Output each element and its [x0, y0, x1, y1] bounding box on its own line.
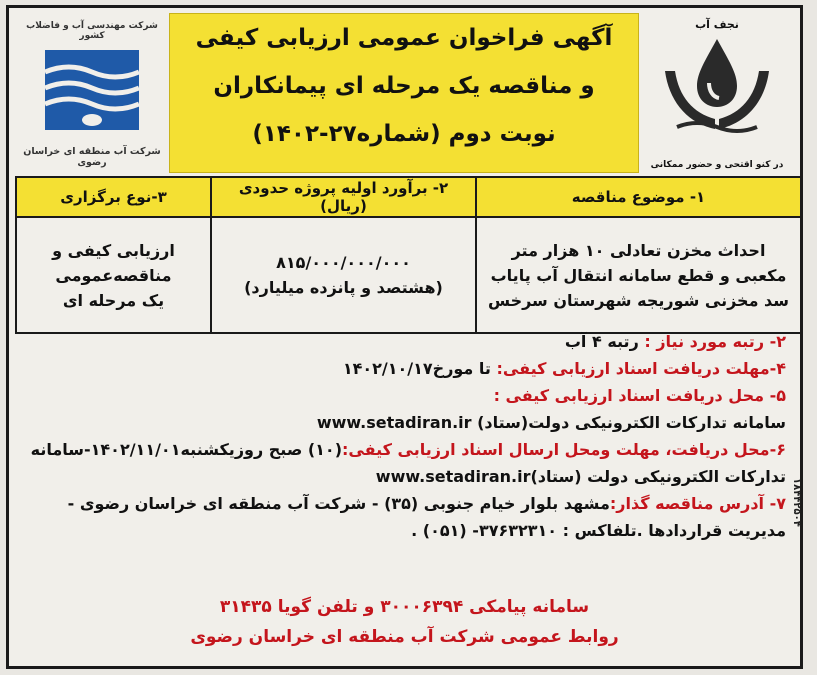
setadiran-link[interactable]: www.setadiran.ir — [316, 413, 472, 432]
cell-type — [16, 217, 211, 333]
footer-phone-line: سامانه پیامکی ۳۰۰۰۶۳۹۴ و تلفن گویا ۳۱۴۳۵ — [219, 597, 590, 617]
advertisement-frame — [6, 5, 803, 669]
table-header-row — [16, 177, 801, 217]
item-grade — [21, 328, 786, 355]
item-grade-value: رتبه ۴ آب — [564, 332, 645, 351]
item-location-label: ۵- محل دریافت اسناد ارزیابی کیفی : — [493, 386, 786, 405]
footer-pr-line: روابط عمومی شرکت آب منطقه ای خراسان رضوی — [190, 627, 619, 647]
item-deadline-label: ۴-مهلت دریافت اسناد ارزیابی کیفی: — [496, 359, 786, 378]
item-deadline — [21, 355, 786, 382]
estimate-words: (هشتصد و پانزده میلیارد) — [244, 278, 443, 297]
item-location-value — [21, 409, 786, 436]
subject-line: احداث مخزن تعادلی ۱۰ هزار متر — [511, 240, 766, 260]
item-address-cont — [21, 517, 786, 544]
item-address-value: مشهد بلوار خیام جنوبی (۳۵) - شرکت آب منطقه ای خراسان رضوی - — [67, 494, 610, 513]
item-grade-label: ۲- رتبه مورد نیاز : — [644, 332, 786, 351]
tender-info-table — [15, 176, 802, 334]
right-logo-bottom-text: در کنو اقتحی و حضور ممکانی — [650, 160, 784, 170]
subject-line: سد مخزنی شوریجه شهرستان سرخس — [487, 290, 790, 310]
item-deadline-value: تا مورخ۱۴۰۲/۱۰/۱۷ — [342, 359, 497, 378]
left-logo-bottom-text: شرکت آب منطقه ای خراسان رضوی — [23, 146, 161, 168]
table-row — [16, 217, 801, 333]
item-submission-cont — [21, 463, 786, 490]
item-address-label: ۷- آدرس مناقصه گذار: — [609, 494, 786, 513]
item-submission-value: (۱۰) صبح روزیکشنبه۱۴۰۲/۱۱/۰۱-سامانه — [30, 440, 342, 459]
setadiran-link-2[interactable]: www.setadiran.ir — [375, 467, 531, 486]
type-line: یک مرحله ای — [62, 290, 165, 310]
title-line-2: و مناقصه یک مرحله ای پیمانکاران — [213, 73, 595, 99]
subject-line: مکعبی و قطع سامانه انتقال آب پایاب — [490, 265, 787, 285]
header-estimate: ۲- برآورد اولیه پروژه حدودی (ریال) — [211, 177, 476, 217]
header-type: ۳-نوع برگزاری — [16, 177, 211, 217]
cell-subject — [476, 217, 801, 333]
item-address-value-2: مدیریت قراردادها .تلفاکس : ۳۷۶۳۲۳۱۰- (۰۵۱) . — [411, 521, 786, 540]
item-submission — [21, 436, 786, 463]
item-location — [21, 382, 786, 409]
right-logo-top-text: نجف آب — [695, 18, 739, 31]
item-address — [21, 490, 786, 517]
title-line-3: نوبت دوم (شماره۲۷-۱۴۰۲) — [252, 121, 556, 147]
right-logo — [642, 16, 792, 176]
type-line: مناقصه‌عمومی — [55, 265, 172, 285]
item-submission-value-2: تدارکات الکترونیکی دولت (ستاد) — [530, 467, 786, 486]
item-submission-label: ۶-محل دریافت، مهلت ومحل ارسال اسناد ارزیابی کیفی: — [342, 440, 786, 459]
estimate-amount: ۸۱۵/۰۰۰/۰۰۰/۰۰۰ — [276, 253, 411, 272]
type-line: ارزیابی کیفی و — [52, 240, 175, 260]
left-logo-top-text: شرکت مهندسی آب و فاضلاب کشور — [26, 21, 158, 41]
header-subject: ۱- موضوع مناقصه — [476, 177, 801, 217]
water-hands-logo-icon — [657, 31, 777, 136]
side-code: ۱۸۴۴۲۵۰۴ — [791, 478, 802, 527]
left-logo — [17, 22, 167, 172]
title-line-1: آگهی فراخوان عمومی ارزیابی کیفی — [195, 25, 613, 51]
cell-estimate — [211, 217, 476, 333]
announcement-title — [169, 13, 639, 173]
tender-details — [21, 328, 786, 544]
footer — [9, 592, 800, 652]
water-waves-logo-icon — [37, 42, 147, 137]
item-location-text: سامانه تدارکات الکترونیکی دولت(ستاد) — [471, 413, 786, 432]
